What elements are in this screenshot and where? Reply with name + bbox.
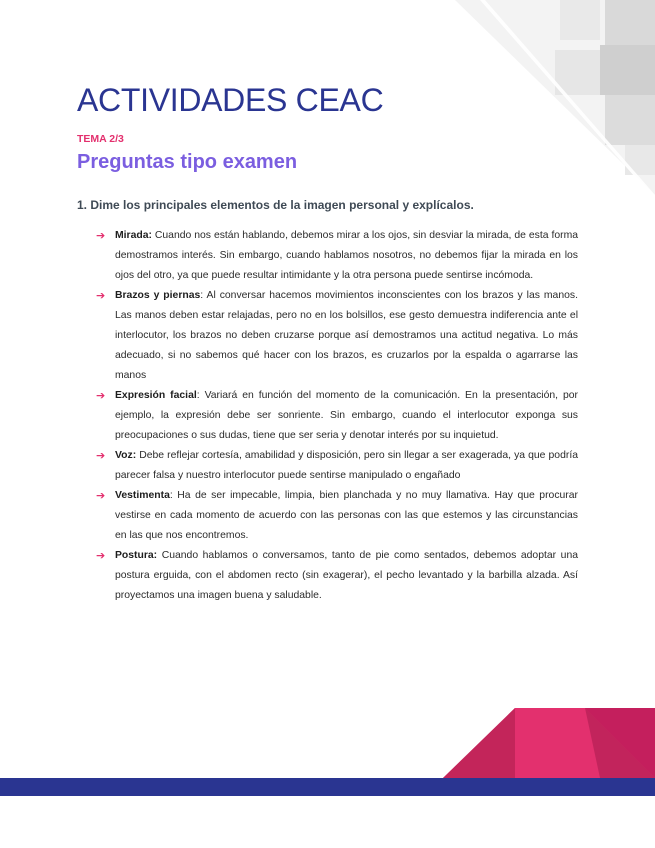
top-decoration-pattern xyxy=(455,0,655,195)
item-text: : Ha de ser impecable, limpia, bien planchada y no muy llamativa. Hay que procurar vestirse en cada momento de acuerdo con las personas con las que estemos y las circunstancias en las que nos encontremos. xyxy=(115,490,578,541)
question-heading: 1. Dime los principales elementos de la imagen personal y explícalos. xyxy=(77,198,474,212)
list-item-brazos xyxy=(96,286,578,386)
list-item-voz xyxy=(96,446,578,486)
tema-label: TEMA 2/3 xyxy=(77,133,124,145)
bottom-decoration xyxy=(0,708,655,848)
item-term: Postura: xyxy=(115,550,158,561)
item-text: : Variará en función del momento de la comunicación. En la presentación, por ejemplo, la expresión debe ser sonriente. Sin embargo, cuando el interlocutor exponga sus preocupaciones o sus dudas, tiene que ser seria y denotar interés por su inquietud. xyxy=(115,390,578,441)
item-term: Brazos y piernas xyxy=(115,290,201,301)
list-item-vestimenta xyxy=(96,486,578,546)
item-text: Cuando nos están hablando, debemos mirar a los ojos, sin desviar la mirada, de esta forma demostramos interés. Sin embargo, cuando hablamos nosotros, no debemos fijar la mirada en los ojos del otro, ya que puede resultar intimidante y la otra persona puede sentirse incómoda. xyxy=(115,230,578,281)
item-term: Expresión facial xyxy=(115,390,197,401)
item-text: Cuando hablamos o conversamos, tanto de pie como sentados, debemos adoptar una postura erguida, con el abdomen recto (sin exagerar), el pecho levantado y la barbilla alzada. Así proyectamos una imagen buena y saludable. xyxy=(115,550,578,601)
answer-list xyxy=(96,226,578,606)
list-item-postura xyxy=(96,546,578,606)
section-subtitle: Preguntas tipo examen xyxy=(77,151,298,173)
item-term: Voz: xyxy=(115,450,137,461)
item-text: Debe reflejar cortesía, amabilidad y disposición, pero sin llegar a ser exagerada, ya que podría parecer falsa y nuestro interlocutor puede sentirse manipulado o engañado xyxy=(115,450,578,481)
arrow-right-icon: ➔ xyxy=(96,550,106,562)
page-title: ACTIVIDADES CEAC xyxy=(77,82,384,118)
arrow-right-icon: ➔ xyxy=(96,290,106,302)
item-term: Mirada: xyxy=(115,230,152,241)
arrow-right-icon: ➔ xyxy=(96,390,106,402)
arrow-right-icon: ➔ xyxy=(96,490,106,502)
arrow-right-icon: ➔ xyxy=(96,230,106,242)
item-term: Vestimenta xyxy=(115,490,170,501)
item-text: : Al conversar hacemos movimientos inconscientes con los brazos y las manos. Las manos deben estar relajadas, pero no en los bolsillos, ese gesto demuestra indiferencia ante el interlocutor, los brazos no deben cruzarse porque así demostramos una actitud negativa. Lo más adecuado, si no sabemos qué hacer con los brazos, es cruzarlos por la espalda o agarrarse las manos xyxy=(115,290,578,381)
list-item-expresion xyxy=(96,386,578,446)
arrow-right-icon: ➔ xyxy=(96,450,106,462)
list-item-mirada xyxy=(96,226,578,286)
